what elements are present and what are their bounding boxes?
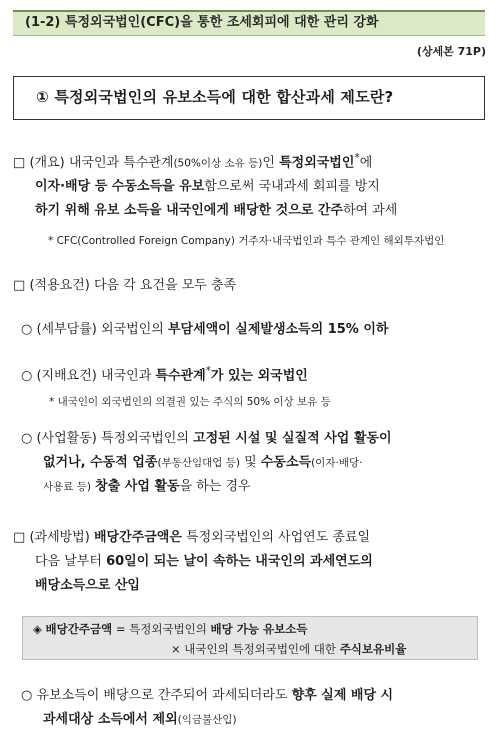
business-item: ○ (사업활동) 특정외국법인의 고정된 시설 및 실질적 사업 활동이 없거나, 수동적 업종(부동산임대업 등) 및 수동소득(이자·배당· 사용료 등) 창출 사업 활동을 하는 경우 [21, 431, 392, 494]
square-bullet: □ [13, 530, 26, 545]
header-bar [13, 10, 485, 36]
requirements-line: □ (적용요건) 다음 각 요건을 모두 충족 [13, 278, 237, 293]
circle-bullet: ○ [21, 688, 33, 703]
times-icon: × [171, 642, 181, 656]
taxation-section: □ (과세방법) 배당간주금액은 특정외국법인의 사업연도 종료일 다음 날부터 60일이 되는 날이 속하는 내국인의 과세연도의 배당소득으로 산입 [13, 530, 373, 593]
section-title: ① 특정외국법인의 유보소득에 대한 합산과세 제도란? [36, 88, 394, 106]
requirements-section [13, 274, 491, 298]
overview-line-1: □ (개요) 내국인과 특수관계(50%이상 소유 등)인 특정외국법인*에 [13, 152, 373, 171]
overview-note: * CFC(Controlled Foreign Company) 거주자·내국법인과 특수 관계인 해외투자법인 [48, 235, 445, 248]
reference-label: (상세본 71P) [416, 45, 486, 58]
tax-burden-item: ○ (세부담률) 외국법인의 부담세액이 실제발생소득의 15% 이하 [21, 322, 389, 337]
circle-bullet: ○ [21, 431, 33, 446]
circle-bullet: ○ [21, 368, 33, 384]
circle-bullet: ○ [21, 322, 33, 337]
last-item: ○ 유보소득이 배당으로 간주되어 과세되더라도 향후 실제 배당 시 과세대상 소득에서 제외(익금불산입) [21, 688, 394, 727]
section-title-box [13, 76, 485, 120]
formula-box: ◈ 배당간주금액 = 특정외국법인의 배당 가능 유보소득 × 내국인의 특정외국법인에 대한 주식보유비율 [22, 616, 478, 660]
overview-section [13, 146, 491, 253]
overview-line-2: 이자·배당 등 수동소득을 유보함으로써 국내과세 회피를 방지 [35, 179, 380, 195]
header-title: (1-2) 특정외국법인(CFC)을 통한 조세회피에 대한 관리 강화 [25, 15, 379, 30]
control-note: * 내국인이 외국법인의 의결권 있는 주식의 50% 이상 보유 등 [49, 396, 331, 409]
control-item: ○ (지배요건) 내국인과 특수관계*가 있는 외국법인 * 내국인이 외국법인의 의결권 있는 주식의 50% 이상 보유 등 [13, 359, 491, 414]
square-bullet: □ [13, 155, 26, 171]
overview-line-3: 하기 위해 유보 소득을 내국인에게 배당한 것으로 간주하여 과세 [35, 203, 398, 219]
square-bullet: □ [13, 278, 26, 293]
diamond-icon: ◈ [33, 622, 42, 636]
